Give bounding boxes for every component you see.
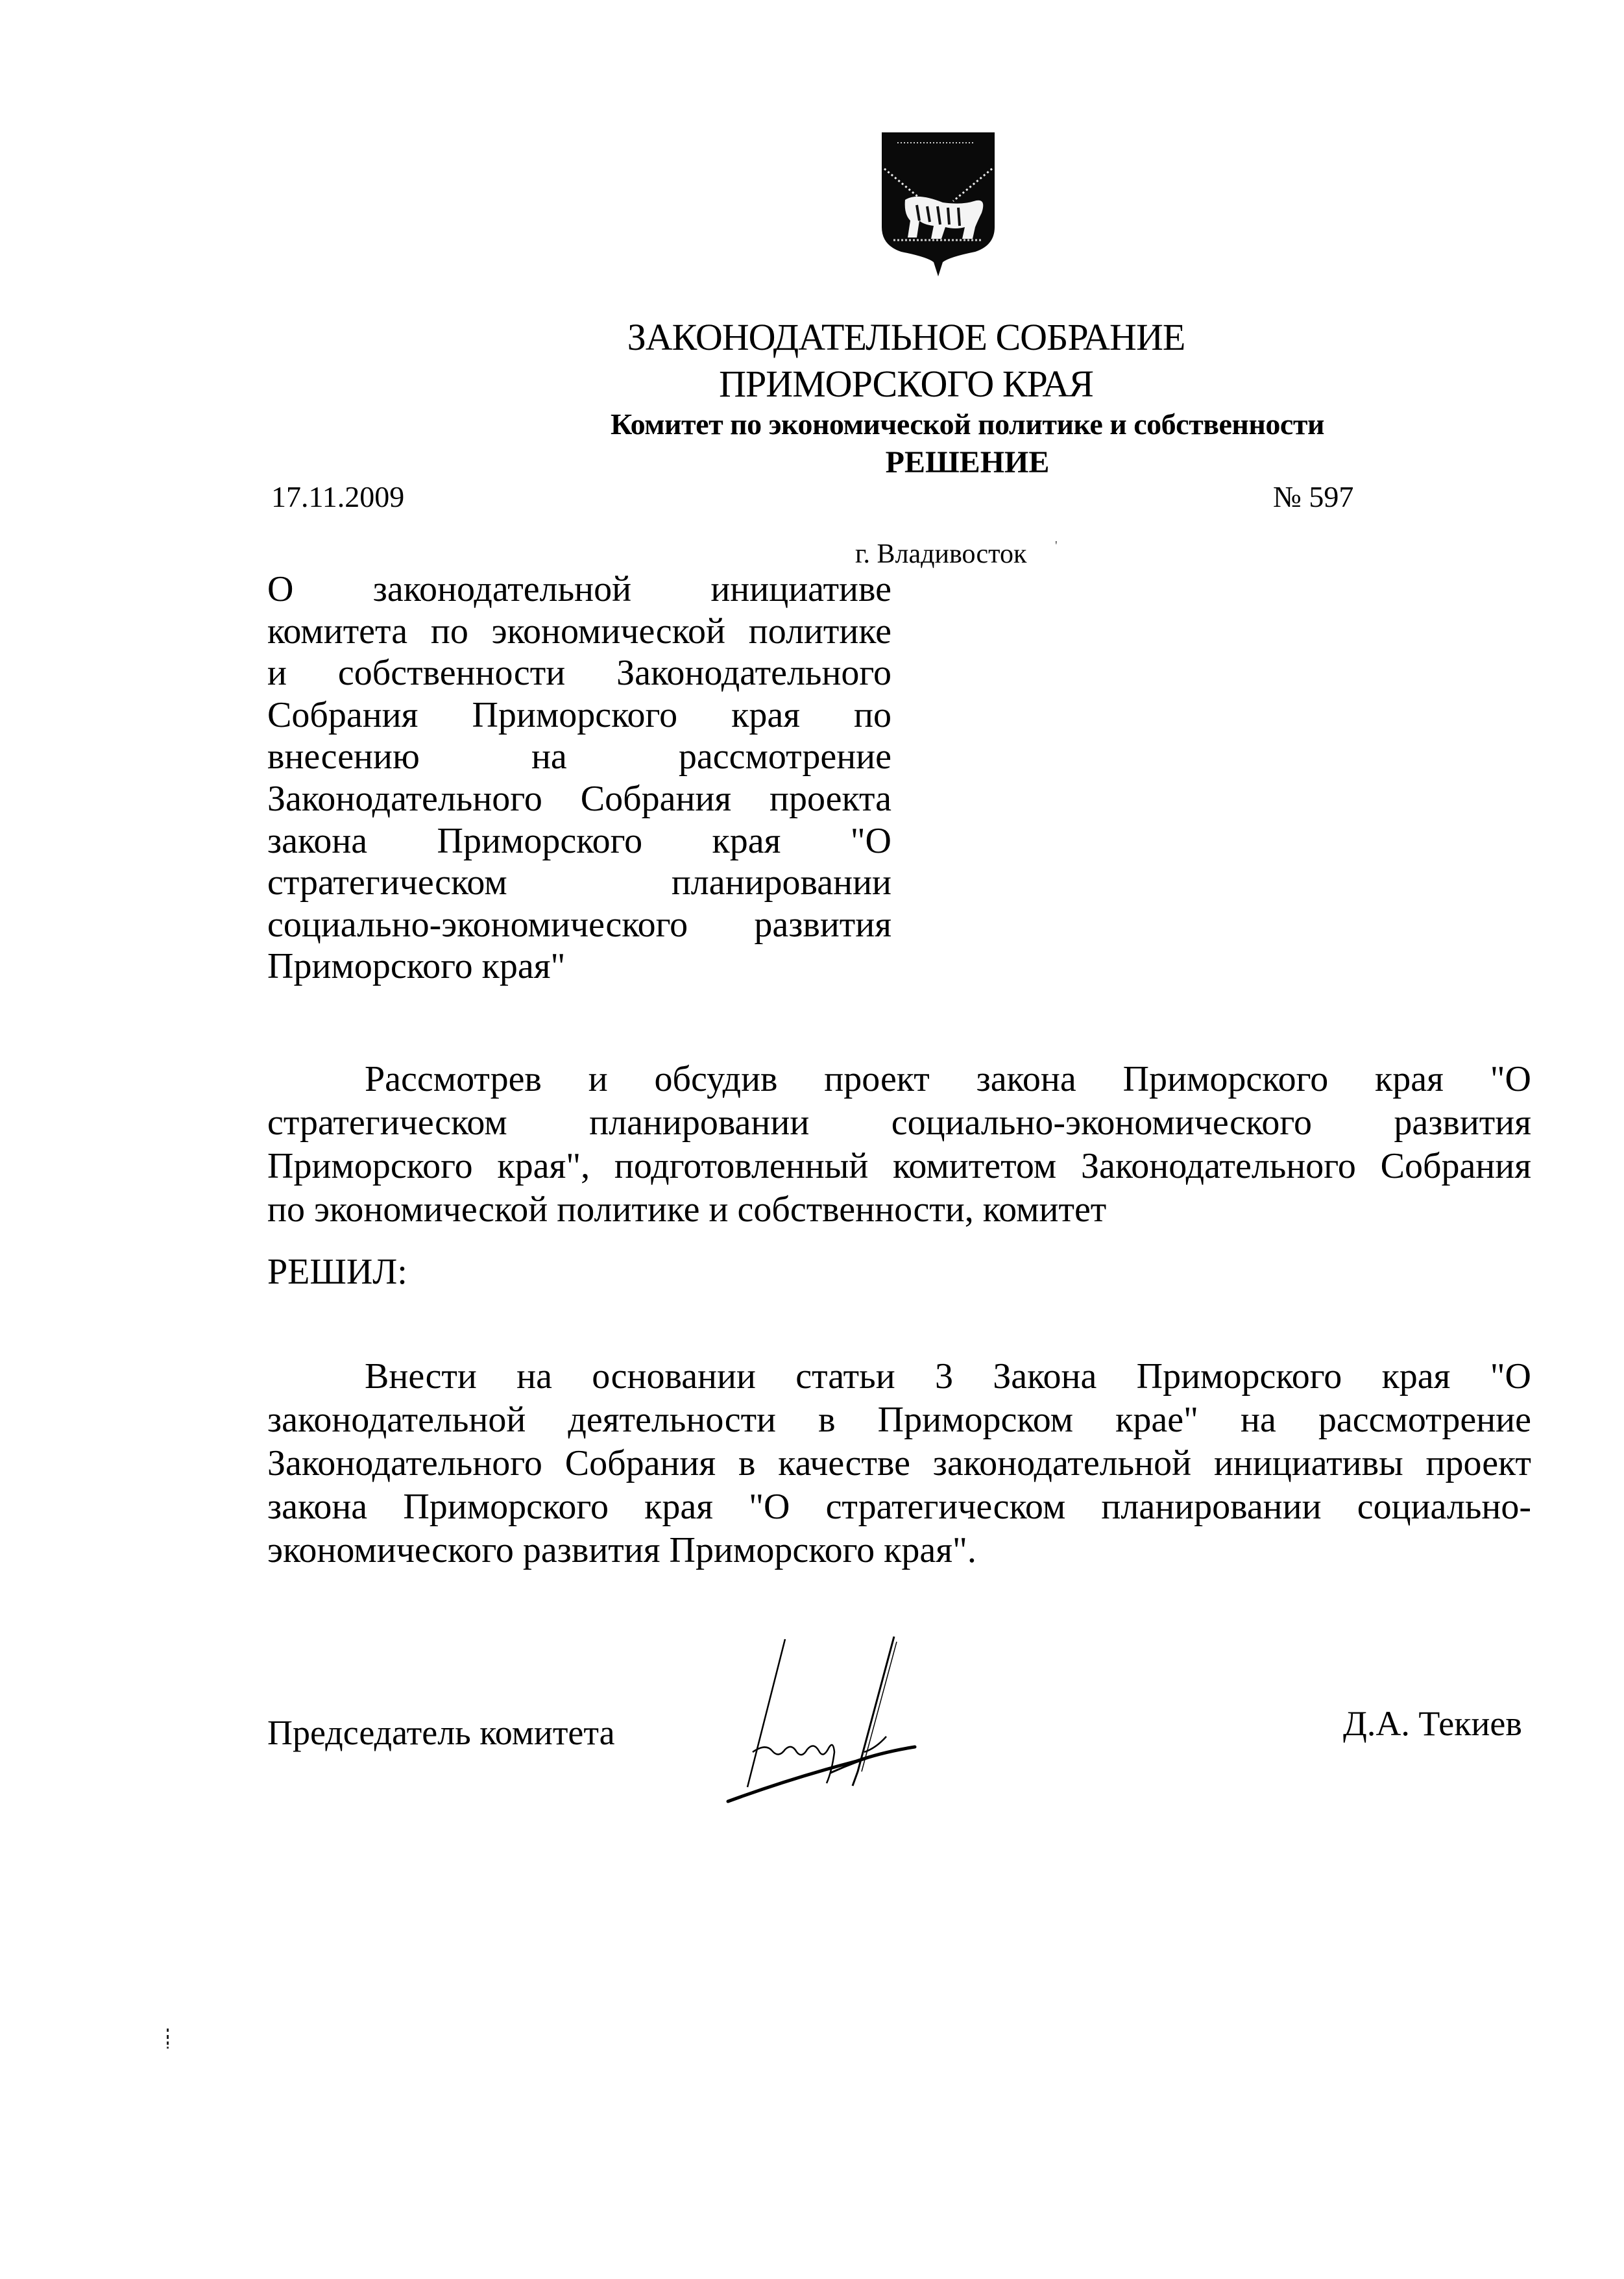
document-date: 17.11.2009 <box>271 480 405 513</box>
subject-line: социально-экономического развития <box>267 904 891 945</box>
decision-line: экономического развития Приморского края". <box>267 1530 976 1570</box>
preamble-line: Приморского края", подготовленный комитетом Законодательного Собрания <box>267 1146 1531 1186</box>
subject-line: закона Приморского края "О <box>267 820 891 861</box>
handwritten-signature <box>688 1622 1181 1843</box>
resolved-label: РЕШИЛ: <box>267 1252 407 1292</box>
scan-margin-mark <box>166 2026 170 2052</box>
document-type: РЕШЕНИЕ <box>885 445 1050 480</box>
decision-line: законодательной деятельности в Приморском крае" на рассмотрение <box>267 1400 1531 1440</box>
coat-of-arms-emblem <box>878 130 999 278</box>
org-name-line2: ПРИМОРСКОГО КРАЯ <box>719 363 1093 405</box>
decision-line: Законодательного Собрания в качестве законодательной инициативы проект <box>267 1443 1531 1483</box>
subject-line: стратегическом планировании <box>267 862 891 903</box>
signatory-name: Д.А. Текиев <box>1343 1704 1522 1743</box>
subject-line: Собрания Приморского края по <box>267 694 891 735</box>
decision-paragraph <box>267 1355 1531 1572</box>
signatory-title: Председатель комитета <box>267 1713 615 1752</box>
subject-line: комитета по экономической политике <box>267 611 891 652</box>
decision-line: Внести на основании статьи 3 Закона Приморского края "О <box>365 1356 1531 1396</box>
tiger-shield-icon <box>878 130 999 278</box>
scan-speck: ' <box>1055 539 1058 553</box>
document-city: г. Владивосток <box>855 539 1027 569</box>
subject-line: Законодательного Собрания проекта <box>267 778 891 819</box>
committee-name: Комитет по экономической политике и собственности <box>611 408 1324 441</box>
subject-line: и собственности Законодательного <box>267 653 891 694</box>
decision-line: закона Приморского края "О стратегическом планировании социально- <box>267 1487 1531 1527</box>
preamble-line: стратегическом планировании социально-экономического развития <box>267 1103 1531 1143</box>
subject-line: внесению на рассмотрение <box>267 737 891 777</box>
subject-line: Приморского края" <box>267 946 566 987</box>
document-number: № 597 <box>1273 480 1354 513</box>
preamble-line: по экономической политике и собственности, комитет <box>267 1189 1107 1230</box>
preamble-line: Рассмотрев и обсудив проект закона Приморского края "О <box>365 1059 1531 1099</box>
org-name-line1: ЗАКОНОДАТЕЛЬНОЕ СОБРАНИЕ <box>627 316 1185 358</box>
subject-block <box>267 568 891 988</box>
preamble-paragraph <box>267 1058 1531 1232</box>
subject-line: О законодательной инициативе <box>267 569 891 609</box>
